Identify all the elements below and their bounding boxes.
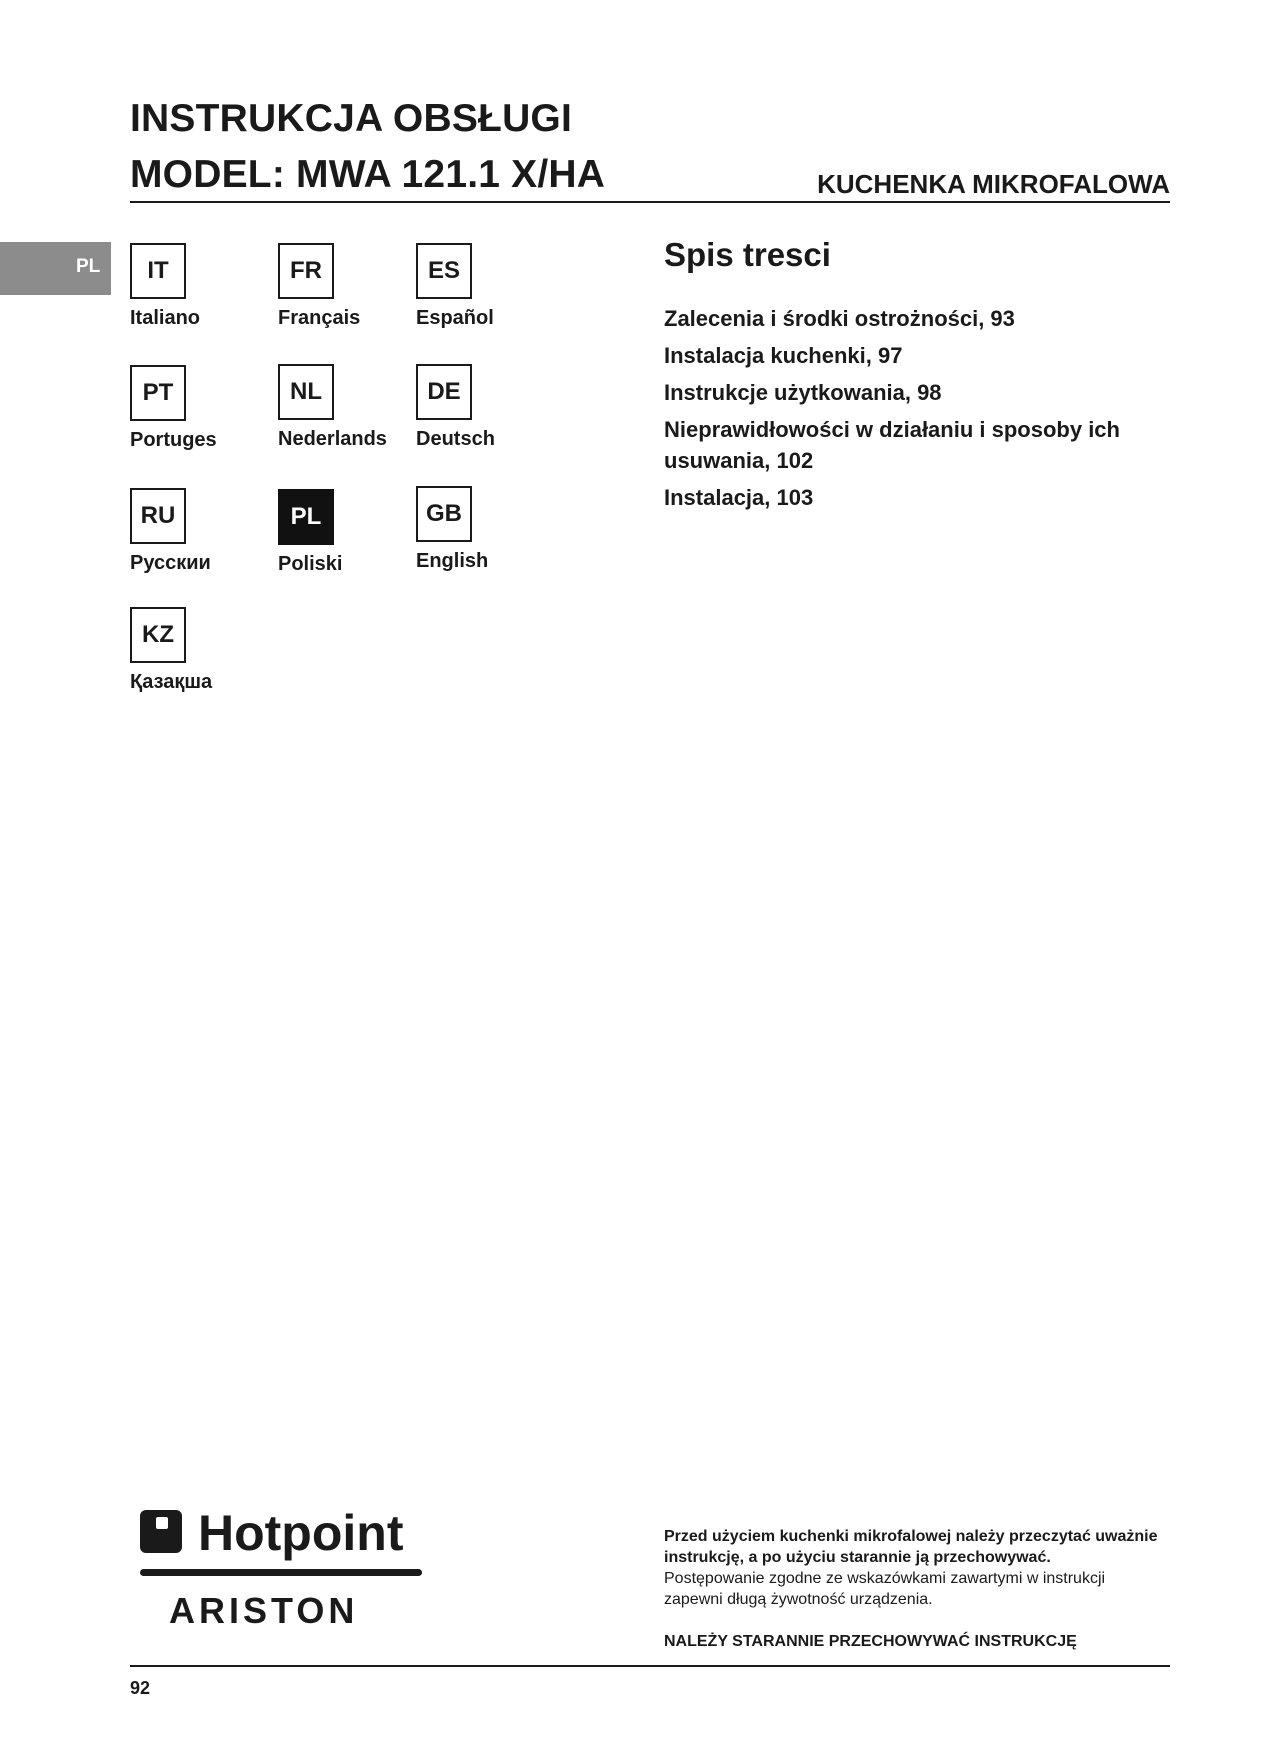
- language-option-pl[interactable]: [278, 489, 342, 576]
- header-divider: [130, 201, 1170, 203]
- usage-note: [664, 1526, 1164, 1610]
- toc-item[interactable]: Instalacja kuchenki, 97: [664, 343, 903, 368]
- language-option-pt[interactable]: [130, 365, 217, 452]
- page-number: 92: [130, 1678, 151, 1698]
- language-option-it[interactable]: [130, 243, 200, 330]
- svg-text:Hotpoint: Hotpoint: [198, 1510, 404, 1561]
- language-code-box: IT: [130, 243, 186, 299]
- language-code-box: KZ: [130, 607, 186, 663]
- product-type-label: KUCHENKA MIKROFALOWA: [817, 169, 1170, 199]
- toc-heading: Spis tresci: [664, 236, 831, 273]
- language-option-es[interactable]: [416, 243, 494, 330]
- language-option-kz[interactable]: [130, 607, 212, 694]
- language-name: Nederlands: [278, 428, 387, 450]
- toc-list: [664, 303, 1164, 519]
- language-name: Қазақша: [130, 671, 213, 693]
- toc-item[interactable]: Instrukcje użytkowania, 98: [664, 380, 942, 405]
- svg-text:ARISTON: ARISTON: [169, 1590, 359, 1630]
- language-side-tab: PL: [0, 242, 111, 295]
- language-code-box: FR: [278, 243, 334, 299]
- language-name: Portuges: [130, 429, 217, 451]
- language-name: Deutsch: [416, 428, 495, 450]
- toc-item[interactable]: Nieprawidłowości w działaniu i sposoby ich usuwania, 102: [664, 417, 1120, 473]
- footer-divider: [130, 1665, 1170, 1667]
- language-code-box: ES: [416, 243, 472, 299]
- language-code-box: PL: [278, 489, 334, 545]
- language-option-nl[interactable]: [278, 364, 387, 451]
- language-option-ru[interactable]: [130, 488, 211, 575]
- language-code-box: DE: [416, 364, 472, 420]
- document-title-line-1: INSTRUKCJA OBSŁUGI: [130, 97, 573, 140]
- language-code-box: PT: [130, 365, 186, 421]
- language-code-box: NL: [278, 364, 334, 420]
- language-name: English: [416, 550, 489, 572]
- language-code-box: RU: [130, 488, 186, 544]
- language-name: Español: [416, 307, 494, 329]
- hotpoint-ariston-logo: [140, 1510, 430, 1630]
- usage-note-regular: Postępowanie zgodne ze wskazówkami zawartymi w instrukcji zapewni długą żywotność urządzenia.: [664, 1570, 1106, 1608]
- language-code-box: GB: [416, 486, 472, 542]
- toc-item[interactable]: Zalecenia i środki ostrożności, 93: [664, 306, 1015, 331]
- language-name: Русскии: [130, 552, 211, 574]
- usage-note-bold: Przed użyciem kuchenki mikrofalowej należy przeczytać uważnie instrukcję, a po użyciu starannie ją przechowywać.: [664, 1528, 1158, 1566]
- language-name: Français: [278, 307, 361, 329]
- toc-item[interactable]: Instalacja, 103: [664, 485, 814, 510]
- keep-instructions-notice: NALEŻY STARANNIE PRZECHOWYWAĆ INSTRUKCJĘ: [664, 1633, 1077, 1650]
- document-title-line-2: MODEL: MWA 121.1 X/HA: [130, 153, 606, 196]
- language-option-de[interactable]: [416, 364, 495, 451]
- language-name: Italiano: [130, 307, 201, 329]
- language-option-gb[interactable]: [416, 486, 488, 573]
- language-option-fr[interactable]: [278, 243, 360, 330]
- language-name: Poliski: [278, 553, 343, 575]
